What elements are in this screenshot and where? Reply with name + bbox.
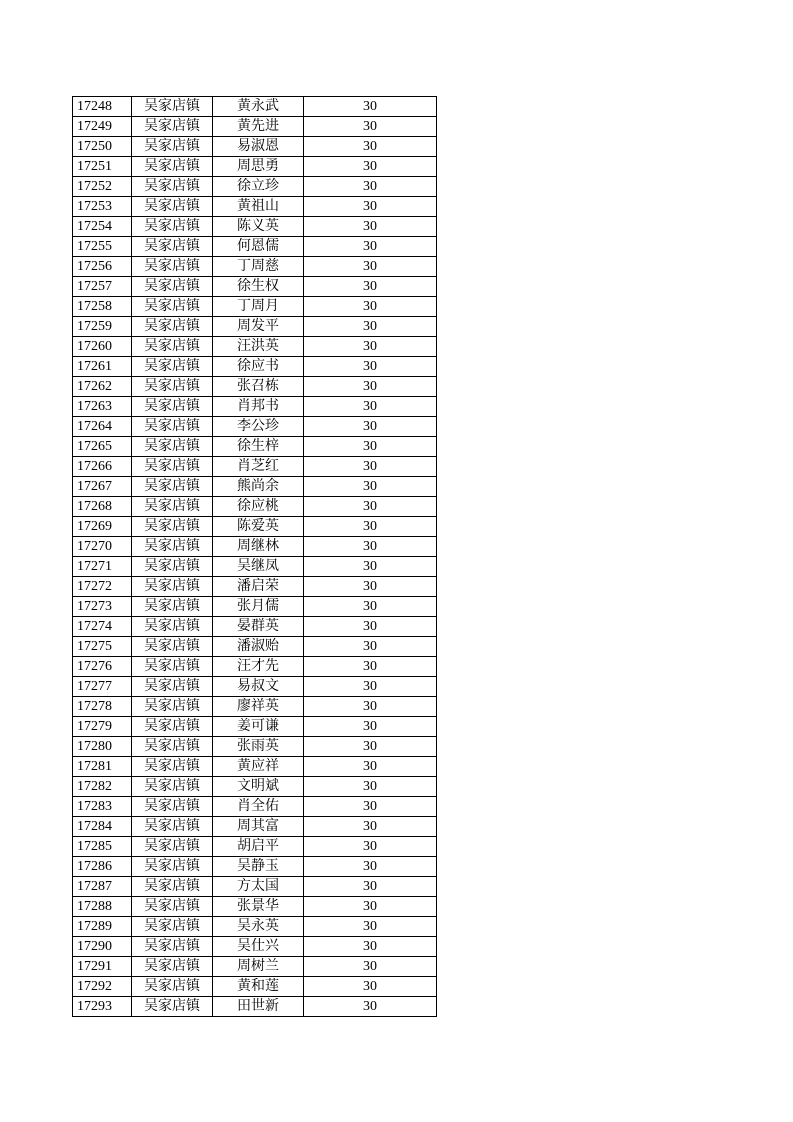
cell-name: 李公珍 [213, 417, 304, 437]
cell-id: 17285 [73, 837, 132, 857]
data-table [72, 96, 437, 1017]
cell-id: 17268 [73, 497, 132, 517]
cell-id: 17284 [73, 817, 132, 837]
cell-id: 17279 [73, 717, 132, 737]
table-body [73, 97, 437, 1017]
cell-amount: 30 [304, 317, 437, 337]
cell-amount: 30 [304, 397, 437, 417]
table-row [73, 377, 437, 397]
table-row [73, 717, 437, 737]
cell-amount: 30 [304, 377, 437, 397]
cell-id: 17265 [73, 437, 132, 457]
cell-town: 吴家店镇 [132, 597, 213, 617]
cell-id: 17252 [73, 177, 132, 197]
table-row [73, 257, 437, 277]
table-row [73, 437, 437, 457]
cell-name: 陈义英 [213, 217, 304, 237]
cell-amount: 30 [304, 457, 437, 477]
cell-amount: 30 [304, 437, 437, 457]
cell-name: 徐应桃 [213, 497, 304, 517]
cell-amount: 30 [304, 177, 437, 197]
cell-id: 17271 [73, 557, 132, 577]
cell-name: 丁周慈 [213, 257, 304, 277]
cell-town: 吴家店镇 [132, 737, 213, 757]
table-row [73, 397, 437, 417]
cell-town: 吴家店镇 [132, 797, 213, 817]
cell-name: 熊尚余 [213, 477, 304, 497]
cell-id: 17261 [73, 357, 132, 377]
cell-town: 吴家店镇 [132, 457, 213, 477]
cell-amount: 30 [304, 697, 437, 717]
cell-id: 17292 [73, 977, 132, 997]
table-row [73, 237, 437, 257]
cell-id: 17253 [73, 197, 132, 217]
cell-town: 吴家店镇 [132, 557, 213, 577]
cell-town: 吴家店镇 [132, 617, 213, 637]
cell-name: 易叔文 [213, 677, 304, 697]
cell-id: 17262 [73, 377, 132, 397]
cell-id: 17278 [73, 697, 132, 717]
cell-amount: 30 [304, 337, 437, 357]
cell-amount: 30 [304, 637, 437, 657]
cell-name: 肖全佑 [213, 797, 304, 817]
cell-id: 17273 [73, 597, 132, 617]
cell-town: 吴家店镇 [132, 377, 213, 397]
cell-name: 潘淑贻 [213, 637, 304, 657]
cell-id: 17266 [73, 457, 132, 477]
cell-town: 吴家店镇 [132, 337, 213, 357]
cell-amount: 30 [304, 857, 437, 877]
cell-amount: 30 [304, 997, 437, 1017]
cell-amount: 30 [304, 937, 437, 957]
cell-name: 周树兰 [213, 957, 304, 977]
cell-id: 17277 [73, 677, 132, 697]
cell-amount: 30 [304, 357, 437, 377]
cell-town: 吴家店镇 [132, 497, 213, 517]
cell-town: 吴家店镇 [132, 237, 213, 257]
table-row [73, 797, 437, 817]
cell-id: 17286 [73, 857, 132, 877]
cell-name: 张月儒 [213, 597, 304, 617]
cell-town: 吴家店镇 [132, 417, 213, 437]
table-row [73, 577, 437, 597]
cell-town: 吴家店镇 [132, 697, 213, 717]
cell-amount: 30 [304, 977, 437, 997]
cell-amount: 30 [304, 817, 437, 837]
cell-id: 17288 [73, 897, 132, 917]
cell-amount: 30 [304, 777, 437, 797]
cell-name: 徐生梓 [213, 437, 304, 457]
table-row [73, 917, 437, 937]
cell-name: 何恩儒 [213, 237, 304, 257]
cell-id: 17260 [73, 337, 132, 357]
cell-name: 肖邦书 [213, 397, 304, 417]
table-row [73, 417, 437, 437]
cell-id: 17287 [73, 877, 132, 897]
table-row [73, 897, 437, 917]
cell-amount: 30 [304, 737, 437, 757]
cell-amount: 30 [304, 497, 437, 517]
table-row [73, 637, 437, 657]
table-row [73, 937, 437, 957]
cell-name: 黄和莲 [213, 977, 304, 997]
cell-id: 17249 [73, 117, 132, 137]
cell-id: 17263 [73, 397, 132, 417]
table-row [73, 217, 437, 237]
cell-amount: 30 [304, 217, 437, 237]
cell-amount: 30 [304, 717, 437, 737]
cell-town: 吴家店镇 [132, 217, 213, 237]
table-row [73, 877, 437, 897]
table-row [73, 317, 437, 337]
cell-id: 17259 [73, 317, 132, 337]
cell-amount: 30 [304, 797, 437, 817]
cell-amount: 30 [304, 97, 437, 117]
cell-town: 吴家店镇 [132, 397, 213, 417]
table-row [73, 997, 437, 1017]
cell-town: 吴家店镇 [132, 877, 213, 897]
table-row [73, 597, 437, 617]
cell-name: 晏群英 [213, 617, 304, 637]
cell-amount: 30 [304, 297, 437, 317]
cell-id: 17281 [73, 757, 132, 777]
cell-name: 张景华 [213, 897, 304, 917]
cell-name: 周其富 [213, 817, 304, 837]
cell-amount: 30 [304, 137, 437, 157]
cell-name: 黄祖山 [213, 197, 304, 217]
cell-town: 吴家店镇 [132, 477, 213, 497]
table-row [73, 557, 437, 577]
cell-town: 吴家店镇 [132, 917, 213, 937]
cell-town: 吴家店镇 [132, 317, 213, 337]
table-row [73, 157, 437, 177]
cell-amount: 30 [304, 197, 437, 217]
cell-amount: 30 [304, 917, 437, 937]
cell-name: 黄应祥 [213, 757, 304, 777]
cell-town: 吴家店镇 [132, 717, 213, 737]
cell-town: 吴家店镇 [132, 937, 213, 957]
cell-name: 易淑恩 [213, 137, 304, 157]
table-row [73, 137, 437, 157]
cell-amount: 30 [304, 517, 437, 537]
cell-town: 吴家店镇 [132, 757, 213, 777]
cell-town: 吴家店镇 [132, 177, 213, 197]
cell-id: 17270 [73, 537, 132, 557]
cell-town: 吴家店镇 [132, 437, 213, 457]
table-row [73, 957, 437, 977]
cell-amount: 30 [304, 417, 437, 437]
cell-name: 周继林 [213, 537, 304, 557]
cell-town: 吴家店镇 [132, 997, 213, 1017]
cell-town: 吴家店镇 [132, 257, 213, 277]
cell-name: 方太国 [213, 877, 304, 897]
cell-amount: 30 [304, 677, 437, 697]
cell-id: 17275 [73, 637, 132, 657]
cell-amount: 30 [304, 117, 437, 137]
cell-id: 17264 [73, 417, 132, 437]
cell-town: 吴家店镇 [132, 297, 213, 317]
cell-id: 17291 [73, 957, 132, 977]
table-row [73, 197, 437, 217]
cell-amount: 30 [304, 657, 437, 677]
table-row [73, 537, 437, 557]
table-row [73, 817, 437, 837]
cell-name: 田世新 [213, 997, 304, 1017]
cell-amount: 30 [304, 877, 437, 897]
cell-name: 陈爱英 [213, 517, 304, 537]
cell-town: 吴家店镇 [132, 357, 213, 377]
cell-amount: 30 [304, 597, 437, 617]
table-row [73, 777, 437, 797]
cell-id: 17290 [73, 937, 132, 957]
cell-town: 吴家店镇 [132, 137, 213, 157]
cell-amount: 30 [304, 237, 437, 257]
table-row [73, 857, 437, 877]
table-row [73, 697, 437, 717]
cell-id: 17280 [73, 737, 132, 757]
cell-town: 吴家店镇 [132, 157, 213, 177]
table-row [73, 337, 437, 357]
cell-town: 吴家店镇 [132, 97, 213, 117]
cell-id: 17248 [73, 97, 132, 117]
cell-name: 汪才先 [213, 657, 304, 677]
cell-town: 吴家店镇 [132, 657, 213, 677]
cell-name: 徐生权 [213, 277, 304, 297]
cell-name: 胡启平 [213, 837, 304, 857]
cell-name: 吴永英 [213, 917, 304, 937]
table-row [73, 617, 437, 637]
cell-town: 吴家店镇 [132, 117, 213, 137]
table-row [73, 457, 437, 477]
table-row [73, 117, 437, 137]
cell-id: 17289 [73, 917, 132, 937]
table-row [73, 757, 437, 777]
cell-town: 吴家店镇 [132, 817, 213, 837]
cell-id: 17250 [73, 137, 132, 157]
cell-name: 肖芝红 [213, 457, 304, 477]
cell-name: 丁周月 [213, 297, 304, 317]
cell-name: 姜可谦 [213, 717, 304, 737]
cell-id: 17282 [73, 777, 132, 797]
cell-id: 17293 [73, 997, 132, 1017]
table-row [73, 97, 437, 117]
cell-id: 17257 [73, 277, 132, 297]
table-row [73, 837, 437, 857]
table-row [73, 357, 437, 377]
table-row [73, 497, 437, 517]
cell-name: 汪洪英 [213, 337, 304, 357]
table-row [73, 977, 437, 997]
table-row [73, 677, 437, 697]
cell-name: 黄永武 [213, 97, 304, 117]
cell-town: 吴家店镇 [132, 777, 213, 797]
cell-amount: 30 [304, 617, 437, 637]
cell-town: 吴家店镇 [132, 977, 213, 997]
table-row [73, 657, 437, 677]
table-row [73, 517, 437, 537]
cell-name: 周发平 [213, 317, 304, 337]
cell-amount: 30 [304, 757, 437, 777]
cell-name: 徐应书 [213, 357, 304, 377]
cell-name: 黄先进 [213, 117, 304, 137]
cell-id: 17251 [73, 157, 132, 177]
cell-amount: 30 [304, 957, 437, 977]
cell-name: 徐立珍 [213, 177, 304, 197]
cell-id: 17283 [73, 797, 132, 817]
cell-name: 文明斌 [213, 777, 304, 797]
cell-amount: 30 [304, 897, 437, 917]
cell-name: 周思勇 [213, 157, 304, 177]
cell-town: 吴家店镇 [132, 677, 213, 697]
cell-amount: 30 [304, 577, 437, 597]
cell-amount: 30 [304, 537, 437, 557]
cell-id: 17256 [73, 257, 132, 277]
cell-town: 吴家店镇 [132, 197, 213, 217]
cell-id: 17272 [73, 577, 132, 597]
cell-id: 17269 [73, 517, 132, 537]
cell-amount: 30 [304, 477, 437, 497]
cell-amount: 30 [304, 837, 437, 857]
cell-id: 17276 [73, 657, 132, 677]
cell-town: 吴家店镇 [132, 897, 213, 917]
cell-id: 17267 [73, 477, 132, 497]
table-row [73, 177, 437, 197]
cell-name: 张召栋 [213, 377, 304, 397]
cell-town: 吴家店镇 [132, 957, 213, 977]
cell-amount: 30 [304, 277, 437, 297]
cell-name: 张雨英 [213, 737, 304, 757]
cell-town: 吴家店镇 [132, 517, 213, 537]
table-row [73, 477, 437, 497]
cell-town: 吴家店镇 [132, 857, 213, 877]
cell-town: 吴家店镇 [132, 637, 213, 657]
cell-town: 吴家店镇 [132, 837, 213, 857]
cell-town: 吴家店镇 [132, 577, 213, 597]
cell-amount: 30 [304, 257, 437, 277]
cell-id: 17258 [73, 297, 132, 317]
cell-name: 廖祥英 [213, 697, 304, 717]
cell-name: 吴继凤 [213, 557, 304, 577]
cell-id: 17274 [73, 617, 132, 637]
cell-town: 吴家店镇 [132, 277, 213, 297]
table-row [73, 297, 437, 317]
cell-name: 吴仕兴 [213, 937, 304, 957]
cell-id: 17254 [73, 217, 132, 237]
cell-name: 潘启荣 [213, 577, 304, 597]
cell-amount: 30 [304, 557, 437, 577]
cell-name: 吴静玉 [213, 857, 304, 877]
cell-town: 吴家店镇 [132, 537, 213, 557]
table-row [73, 737, 437, 757]
cell-id: 17255 [73, 237, 132, 257]
table-row [73, 277, 437, 297]
cell-amount: 30 [304, 157, 437, 177]
